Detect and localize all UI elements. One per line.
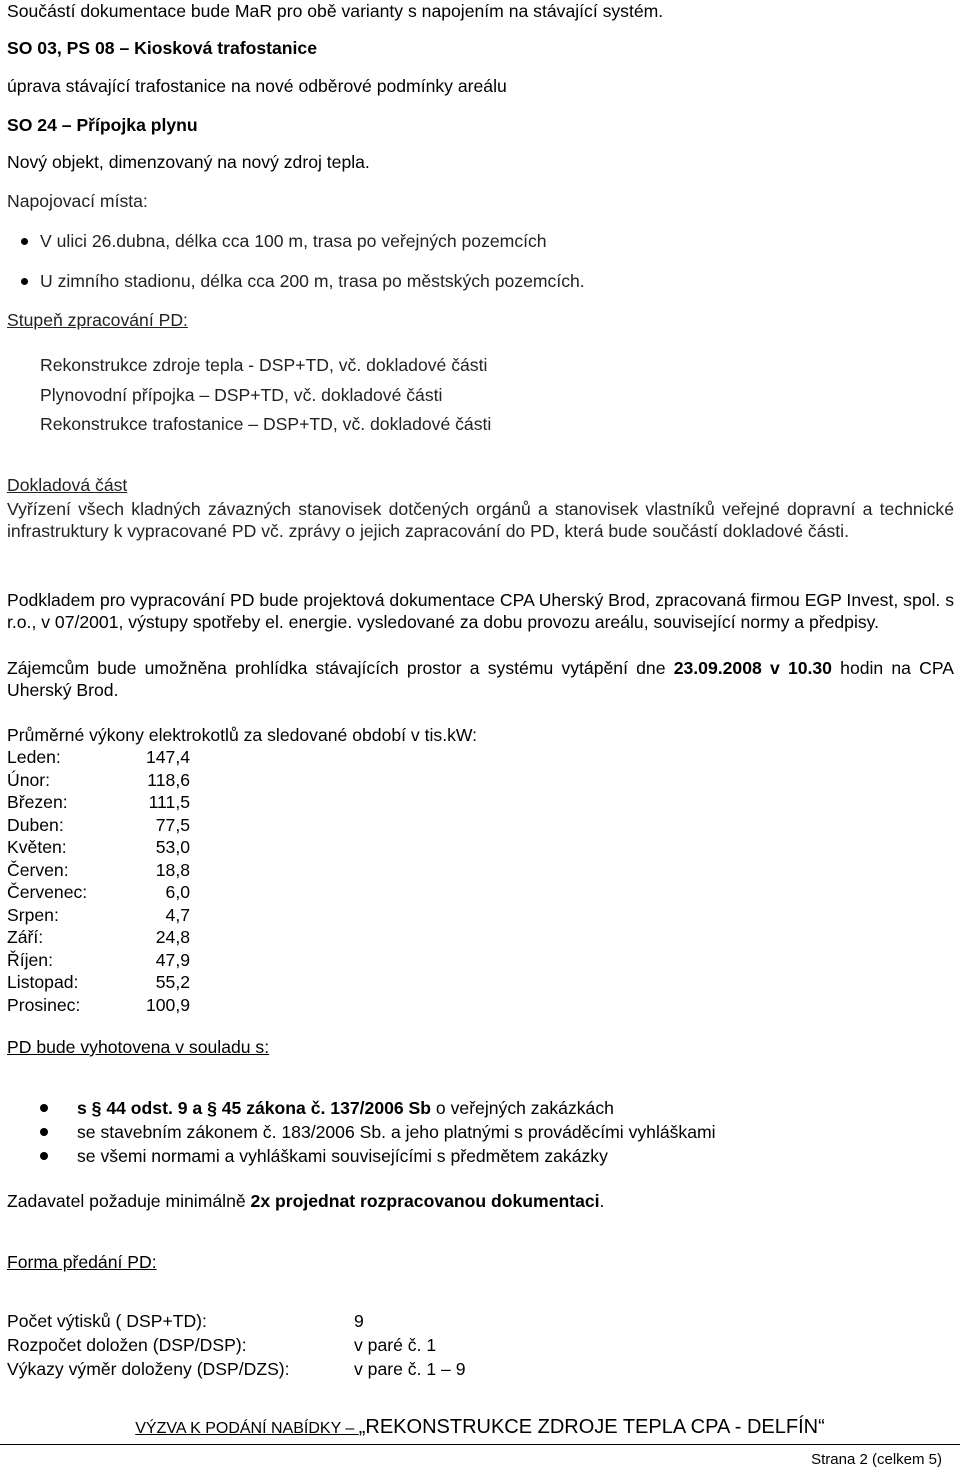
requirement-prefix: Zadavatel požaduje minimálně — [7, 1191, 251, 1211]
power-row — [7, 881, 190, 903]
power-row — [7, 904, 190, 926]
power-row — [7, 994, 190, 1016]
compliance-heading: PD bude vyhotovena v souladu s: — [7, 1037, 270, 1057]
month-value: 53,0 — [155, 837, 190, 857]
visit-time: 10.30 — [787, 658, 832, 678]
bullet-icon — [40, 1128, 48, 1136]
power-row — [7, 859, 190, 881]
compliance-law-rest: o veřejných zakázkách — [431, 1098, 614, 1118]
footer-project: „REKONSTRUKCE ZDROJE TEPLA CPA - DELFÍN“ — [358, 1416, 825, 1438]
requirement-text — [7, 1190, 604, 1212]
month-value: 111,5 — [148, 792, 190, 812]
footer-title — [0, 1415, 960, 1441]
month-label: Leden: — [7, 747, 61, 767]
handover-label: Výkazy výměr doloženy (DSP/DZS): — [7, 1359, 290, 1379]
visit-text — [7, 657, 954, 701]
month-label: Listopad: — [7, 972, 79, 992]
power-row — [7, 926, 190, 948]
handover-row — [7, 1310, 364, 1332]
month-value: 100,9 — [145, 994, 190, 1015]
requirement-suffix: . — [599, 1191, 605, 1211]
stage-heading: Stupeň zpracování PD: — [7, 310, 188, 330]
connection-point: V ulici 26.dubna, délka cca 100 m, trasa po veřejných pozemcích — [40, 231, 547, 251]
bullet-icon — [40, 1104, 48, 1112]
month-label: Říjen: — [7, 949, 53, 970]
compliance-item: se všemi normami a vyhláškami souvisejícími s předmětem zakázky — [77, 1146, 608, 1166]
month-value: 47,9 — [155, 949, 190, 970]
so24-description: Nový objekt, dimenzovaný na nový zdroj tepla. — [7, 152, 370, 172]
handover-label: Počet výtisků ( DSP+TD): — [7, 1311, 207, 1331]
power-row — [7, 949, 190, 971]
compliance-law: s § 44 odst. 9 a § 45 zákona č. 137/2006 Sb — [77, 1098, 432, 1118]
intro-text: Součástí dokumentace bude MaR pro obě varianty s napojením na stávající systém. — [7, 1, 664, 21]
month-label: Květen: — [7, 837, 67, 857]
handover-label: Rozpočet doložen (DSP/DSP): — [7, 1335, 247, 1355]
month-label: Září: — [7, 927, 44, 947]
month-label: Prosinec: — [7, 994, 81, 1015]
visit-prefix: Zájemcům bude umožněna prohlídka stávajících prostor a systému vytápění dne — [7, 658, 674, 678]
so03-title: SO 03, PS 08 – Kiosková trafostanice — [7, 38, 317, 58]
bullet-icon — [21, 278, 28, 285]
power-row — [7, 836, 190, 858]
month-label: Únor: — [7, 769, 51, 790]
month-value: 4,7 — [165, 904, 190, 925]
power-row — [7, 814, 190, 836]
handover-value: 9 — [354, 1311, 364, 1331]
power-row — [7, 746, 190, 768]
stage-item: Plynovodní přípojka – DSP+TD, vč. dokladové části — [40, 385, 443, 405]
handover-heading: Forma předání PD: — [7, 1252, 157, 1272]
month-label: Srpen: — [7, 904, 59, 925]
so03-description: úprava stávající trafostanice na nové odběrové podmínky areálu — [7, 76, 507, 96]
month-value: 18,8 — [155, 859, 190, 880]
power-row — [7, 791, 190, 813]
month-value: 118,6 — [147, 769, 190, 790]
handover-value: v paré č. 1 — [354, 1335, 437, 1355]
month-value: 55,2 — [155, 972, 190, 992]
bullet-icon — [21, 238, 28, 245]
handover-row — [7, 1334, 436, 1356]
handover-row — [7, 1358, 466, 1380]
month-value: 147,4 — [145, 747, 190, 767]
stage-item: Rekonstrukce trafostanice – DSP+TD, vč. dokladové části — [40, 414, 492, 434]
month-label: Červenec: — [7, 882, 88, 902]
visit-suffix: hodin na CPA Uherský Brod. — [7, 658, 955, 700]
compliance-item — [77, 1097, 614, 1119]
power-row — [7, 769, 190, 791]
month-value: 77,5 — [155, 814, 190, 835]
page-number: Strana 2 (celkem 5) — [811, 1451, 942, 1468]
bullet-icon — [40, 1152, 48, 1160]
month-label: Březen: — [7, 792, 68, 812]
compliance-item: se stavebním zákonem č. 183/2006 Sb. a jeho platnými s prováděcími vyhláškami — [77, 1122, 716, 1142]
month-value: 6,0 — [165, 882, 190, 902]
connection-point: U zimního stadionu, délka cca 200 m, trasa po městských pozemcích. — [40, 271, 585, 291]
so24-title: SO 24 – Přípojka plynu — [7, 115, 198, 135]
handover-value: v pare č. 1 – 9 — [354, 1359, 466, 1379]
doc-part-heading: Dokladová část — [7, 475, 128, 495]
doc-part-text: Vyřízení všech kladných závazných stanovisek dotčených orgánů a stanovisek vlastníků veřejné dopravní a technické infrastruktury k vypracované PD vč. zprávy o jejich zapracování do PD, která bude součástí dokladové části. — [7, 499, 954, 541]
power-heading: Průměrné výkony elektrokotlů za sledované období v tis.kW: — [7, 725, 478, 745]
month-label: Duben: — [7, 814, 64, 835]
month-value: 24,8 — [155, 927, 190, 947]
footer-prefix: VÝZVA K PODÁNÍ NABÍDKY – — [135, 1420, 359, 1437]
visit-mid: v — [761, 658, 788, 678]
power-row — [7, 971, 190, 993]
connection-heading: Napojovací místa: — [7, 191, 148, 211]
basis-text: Podkladem pro vypracování PD bude projektová dokumentace CPA Uherský Brod, zpracovaná firmou EGP Invest, spol. s r.o., v 07/2001, výstupy spotřeby el. energie. vysledované za dobu provozu areálu, související normy a předpisy. — [7, 590, 954, 632]
visit-date: 23.09.2008 — [673, 658, 762, 678]
footer-divider — [0, 1444, 960, 1445]
month-label: Červen: — [7, 859, 69, 880]
stage-item: Rekonstrukce zdroje tepla - DSP+TD, vč. dokladové části — [40, 355, 488, 375]
requirement-bold: 2x projednat rozpracovanou dokumentaci — [250, 1191, 600, 1211]
